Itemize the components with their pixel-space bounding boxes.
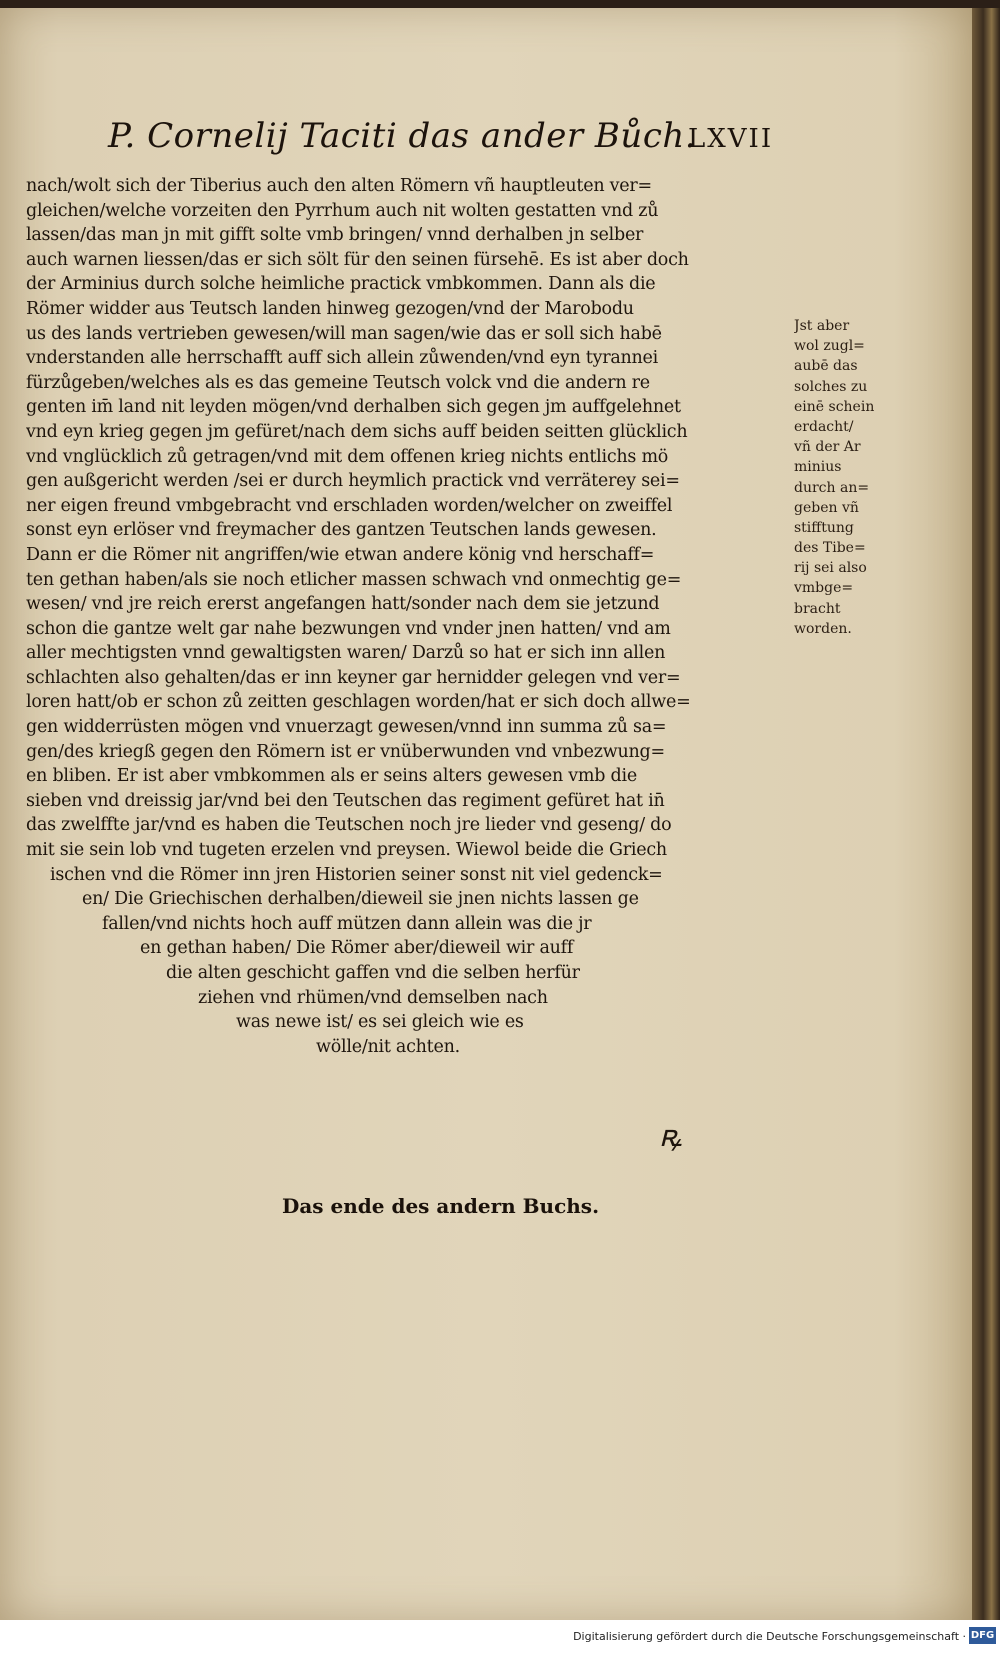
margin-note-line: wol zugl=: [794, 338, 865, 355]
text-line: ischen vnd die Römer inn jren Historien seiner sonst nit viel gedenck=: [50, 864, 663, 885]
footer-bar: [0, 1620, 1000, 1653]
text-line: Dann er die Römer nit angriffen/wie etwan andere könig vnd herschaff=: [26, 544, 655, 565]
text-line: en/ Die Griechischen derhalben/dieweil sie jnen nichts lassen ge: [82, 889, 639, 910]
funding-credit: Digitalisierung gefördert durch die Deutsche Forschungsgemeinschaft ·: [573, 1630, 966, 1643]
text-line: vnderstanden alle herrschafft auff sich allein zůwenden/vnd eyn tyrannei: [26, 348, 659, 369]
text-line: gen/des kriegß gegen den Römern ist er vnüberwunden vnd vnbezwung=: [26, 741, 665, 762]
text-line: gen außgericht werden /sei er durch heymlich practick vnd verräterey sei=: [26, 471, 680, 492]
text-line: fallen/vnd nichts hoch auff mützen dann allein was die jr: [102, 913, 592, 934]
margin-note-line: stifftung: [794, 519, 854, 536]
text-line: aller mechtigsten vnnd gewaltigsten waren/ Darzů so hat er sich inn allen: [26, 643, 666, 664]
text-line: ner eigen freund vmbgebracht vnd erschladen worden/welcher on zweiffel: [26, 495, 673, 516]
margin-note-line: worden.: [794, 620, 852, 637]
margin-note-line: Jst aber: [794, 318, 850, 334]
text-line: wesen/ vnd jre reich ererst angefangen hatt/sonder nach dem sie jetzund: [26, 594, 660, 615]
text-line: schlachten also gehalten/das er inn keyner gar hernidder gelegen vnd ver=: [26, 667, 681, 688]
text-line: wölle/nit achten.: [316, 1036, 460, 1057]
text-line: vnd eyn krieg gegen jm gefüret/nach dem sichs auff beiden seitten glücklich: [26, 421, 688, 442]
text-line: en gethan haben/ Die Römer aber/dieweil wir auff: [140, 938, 574, 959]
text-line: sieben vnd dreissig jar/vnd bei den Teutschen das regiment gefüret hat in̄: [26, 790, 665, 811]
text-line: auch warnen liessen/das er sich sölt für den seinen fürsehē. Es ist aber doch: [26, 249, 689, 270]
margin-note-line: des Tibe=: [794, 540, 866, 557]
text-line: schon die gantze welt gar nahe bezwungen vnd vnder jnen hatten/ vnd am: [26, 618, 671, 639]
text-line: Römer widder aus Teutsch landen hinweg gezogen/vnd der Marobodu: [26, 298, 634, 319]
margin-note-line: solches zu: [794, 378, 868, 395]
text-line: sonst eyn erlöser vnd freymacher des gantzen Teutschen lands gewesen.: [26, 520, 657, 541]
page-edge: [972, 8, 1000, 1620]
book-page: [0, 8, 972, 1620]
text-line: en bliben. Er ist aber vmbkommen als er seins alters gewesen vmb die: [26, 766, 637, 787]
margin-note-line: durch an=: [794, 479, 870, 496]
text-line: gen widderrüsten mögen vnd vnuerzagt gewesen/vnnd inn summa zů sa=: [26, 717, 667, 738]
margin-note-line: aubē das: [794, 358, 858, 375]
folio-number: LXVII: [688, 124, 774, 154]
margin-note-line: vmbge=: [794, 580, 854, 597]
margin-note-line: einē schein: [794, 398, 875, 415]
dfg-logo-icon: DFG: [969, 1627, 996, 1644]
text-line: die alten geschicht gaffen vnd die selben herfür: [166, 963, 580, 983]
margin-note: [794, 316, 884, 639]
catchword-ornament: ꝶ: [659, 1119, 682, 1154]
margin-note-line: erdacht/: [794, 418, 854, 435]
text-line: das zwelffte jar/vnd es haben die Teutschen noch jre lieder vnd geseng/ do: [26, 815, 672, 836]
margin-note-line: geben vñ: [794, 499, 859, 516]
text-line: genten im̄ land nit leyden mögen/vnd derhalben sich gegen jm auffgelehnet: [26, 397, 681, 418]
margin-note-line: vñ der Ar: [794, 439, 861, 456]
text-line: lassen/das man jn mit gifft solte vmb bringen/ vnnd derhalben jn selber: [26, 225, 644, 246]
text-line: mit sie sein lob vnd tugeten erzelen vnd preysen. Wiewol beide die Griech: [26, 840, 667, 861]
text-line: fürzůgeben/welches als es das gemeine Teutsch volck vnd die andern re: [26, 372, 650, 393]
text-line: us des lands vertrieben gewesen/will man sagen/wie das er soll sich habē: [26, 323, 662, 344]
book-end-colophon: Das ende des andern Buchs.: [282, 1194, 600, 1218]
text-line: vnd vnglücklich zů getragen/vnd mit dem offenen krieg nichts entlichs mö: [26, 446, 669, 467]
text-line: der Arminius durch solche heimliche practick vmbkommen. Dann als die: [26, 274, 656, 295]
text-line: was newe ist/ es sei gleich wie es: [236, 1012, 524, 1033]
text-line: ten gethan haben/als sie noch etlicher massen schwach vnd onmechtig ge=: [26, 569, 682, 590]
text-line: loren hatt/ob er schon zů zeitten geschlagen worden/hat er sich doch allwe=: [26, 692, 691, 713]
margin-note-line: bracht: [794, 600, 841, 617]
text-line: gleichen/welche vorzeiten den Pyrrhum auch nit wolten gestatten vnd zů: [26, 200, 659, 221]
text-line: nach/wolt sich der Tiberius auch den alten Römern vñ hauptleuten ver=: [26, 176, 652, 196]
running-head: P. Cornelij Taciti das ander Bůch.: [108, 116, 697, 156]
text-line: ziehen vnd rhümen/vnd demselben nach: [198, 987, 548, 1008]
margin-note-line: minius: [794, 459, 842, 476]
margin-note-line: rij sei also: [794, 560, 867, 577]
body-text: [26, 174, 786, 1059]
